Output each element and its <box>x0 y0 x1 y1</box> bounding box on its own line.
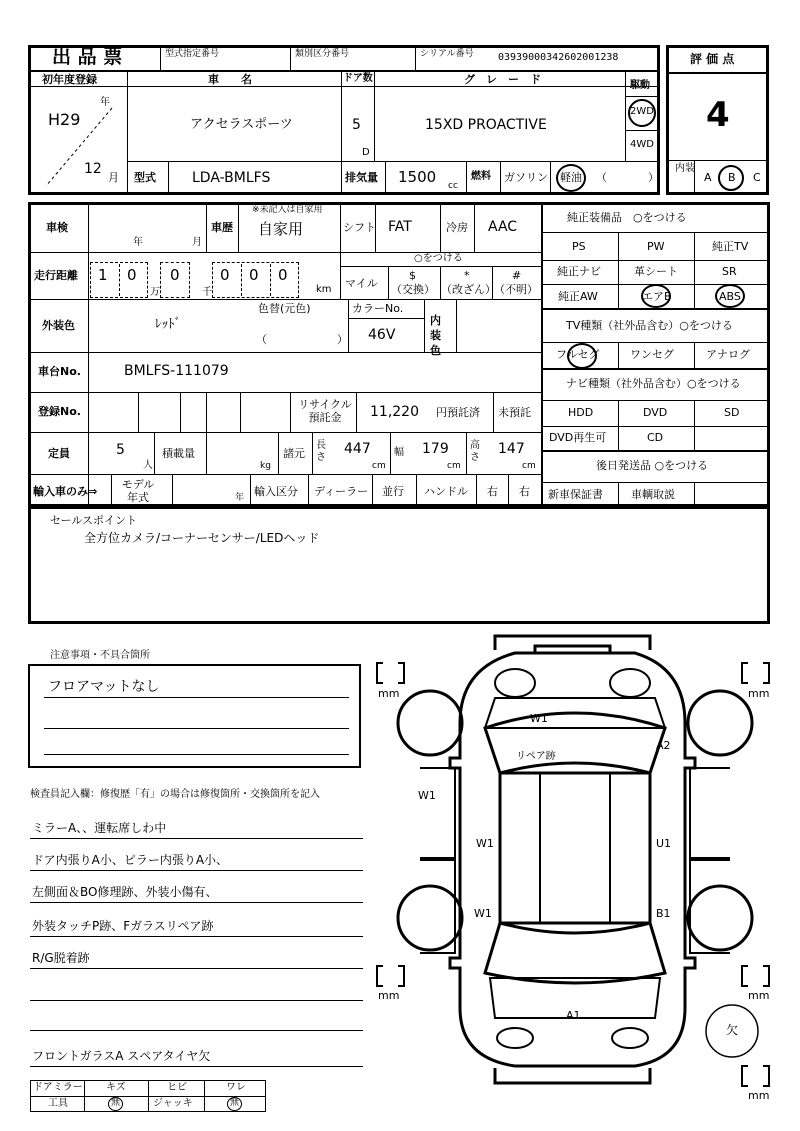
inspector-line-2: ドア内張りA小、ピラー内張りA小、 <box>32 853 229 867</box>
car-diagram <box>365 628 785 1128</box>
inspector-label: 検査員記入欄：修復歴「有」の場合は修復箇所・交換箇所を記入 <box>30 789 320 800</box>
mark-hood-w1: W1 <box>530 712 548 725</box>
first-reg-era: H29 <box>48 110 81 129</box>
model: LDA-BMLFS <box>192 170 271 186</box>
first-reg-label: 初年度登録 <box>42 73 97 86</box>
bt-jack: ジャッキ <box>153 1098 193 1109</box>
mm-rr: mm <box>748 989 770 1002</box>
ext-color-label: 外装色 <box>42 319 75 332</box>
notes-label: 注意事項・不具合箇所 <box>50 650 150 661</box>
equip-abs-circle <box>715 284 745 308</box>
ac-label: 冷房 <box>446 221 468 234</box>
ext-color: ﾚｯﾄﾞ <box>155 317 181 332</box>
equip-leather: 革シート <box>634 265 678 278</box>
chassis-label: 車台No. <box>38 365 81 378</box>
bt-crack: ヒビ <box>167 1082 187 1093</box>
import-dealer: ディーラー <box>314 485 369 498</box>
equipment-title: 純正装備品 ○をつける <box>567 211 687 224</box>
interior-a: A <box>704 171 712 184</box>
inspector-line-3: 左側面＆BO修理跡、外装小傷有、 <box>32 885 218 899</box>
color-no-label: カラーNo. <box>352 302 404 315</box>
history-note: ※未記入は自家用 <box>252 205 323 215</box>
mm-fr: mm <box>748 687 770 700</box>
length: 447 <box>344 441 371 457</box>
inspection-year-unit: 年 <box>133 237 143 248</box>
navi-cd: CD <box>647 431 664 444</box>
height-label: 高さ <box>470 440 480 463</box>
score-label: 評 価 点 <box>690 52 735 66</box>
handle-label: ハンドル <box>424 485 468 498</box>
chassis: BMLFS-111079 <box>124 363 229 379</box>
class-code-label: 類別区分番号 <box>295 49 350 59</box>
mark-fender-a2: A2 <box>656 739 671 752</box>
sales-text: 全方位カメラ/コーナーセンサー/LEDヘッド <box>84 531 320 545</box>
ac: AAC <box>488 219 518 235</box>
tv-analog: アナログ <box>706 348 750 361</box>
fuel-gasoline: ガソリン <box>504 171 548 184</box>
equip-navi: 純正ナビ <box>557 265 601 278</box>
later-warranty: 新車保証書 <box>548 488 603 501</box>
equip-sr: SR <box>722 265 737 278</box>
mark-rear-left-w1: W1 <box>474 907 492 920</box>
doors-label: ドア数 <box>343 73 373 84</box>
bt-scratch: キズ <box>106 1082 126 1093</box>
mileage-sen: 千 <box>202 287 212 298</box>
load-unit: kg <box>260 461 271 471</box>
history: 自家用 <box>258 220 304 238</box>
handle-right: 右 <box>487 485 498 498</box>
mileage-digit-4: 0 <box>220 266 230 284</box>
shift-label: シフト <box>343 221 376 234</box>
displacement-label: 排気量 <box>345 171 378 184</box>
mileage-dollar-sub: （交換） <box>391 283 435 296</box>
shift: FAT <box>388 219 412 235</box>
import-label: 輸入車のみ⇒ <box>33 485 98 498</box>
repaint-open: （ <box>256 333 267 346</box>
mark-left-w1: W1 <box>418 789 436 802</box>
width-unit: cm <box>447 461 461 471</box>
navi-hdd: HDD <box>568 406 594 419</box>
fuel-paren-close: ） <box>648 171 659 184</box>
drive-label: 駆動 <box>630 80 650 91</box>
drive-2wd-circle <box>628 99 656 127</box>
mileage-label: 走行距離 <box>34 269 78 282</box>
equip-aw: 純正AW <box>558 290 598 303</box>
mileage-km: km <box>316 284 332 295</box>
grade-label: グ レ ー ド <box>464 73 541 86</box>
sales-label: セールスポイント <box>50 514 138 527</box>
navi-dvd-play: DVD再生可 <box>549 431 607 444</box>
inspector-line-1: ミラーA、、運転席しわ中 <box>32 821 167 835</box>
load-label: 積載量 <box>162 447 195 460</box>
mileage-dollar: $ <box>409 269 416 282</box>
inspection-month-unit: 月 <box>192 237 202 248</box>
recycle-done: 円預託済 <box>436 406 480 419</box>
equip-ps: PS <box>572 240 586 253</box>
mileage-star-sub: （改ざん） <box>441 283 496 296</box>
equip-pw: PW <box>647 240 665 253</box>
capacity-unit: 人 <box>143 460 153 471</box>
tv-title: TV種類（社外品含む）○をつける <box>566 319 733 332</box>
import-class-label: 輸入区分 <box>254 485 298 498</box>
mark-missing: 欠 <box>726 1023 739 1037</box>
first-reg-year-unit: 年 <box>100 97 110 108</box>
score-value: 4 <box>706 95 730 135</box>
mark-roof-right-u1: U1 <box>656 837 672 850</box>
tv-fullseg-circle <box>567 343 597 369</box>
height-unit: cm <box>522 461 536 471</box>
mileage-mile: マイル <box>345 277 378 290</box>
bt-jack-none: 無 <box>230 1098 240 1108</box>
doors-unit: D <box>362 147 370 158</box>
mileage-digit-1: 1 <box>98 266 108 284</box>
fuel-diesel-circle <box>556 164 586 192</box>
capacity: 5 <box>116 442 125 458</box>
type-code-label: 型式指定番号 <box>165 49 220 59</box>
length-unit: cm <box>372 461 386 471</box>
equip-airbag: エアB <box>642 290 672 303</box>
mileage-man: 万 <box>150 287 160 298</box>
bt-door-mirror: ドアミラー <box>33 1082 83 1093</box>
equip-tv: 純正TV <box>712 240 749 253</box>
mileage-star: * <box>464 269 470 282</box>
car-name-label: 車 名 <box>208 73 252 86</box>
interior-label: 内装 <box>675 163 695 174</box>
int-color-label: 内装色 <box>430 314 441 357</box>
model-label: 型式 <box>134 171 156 184</box>
interior-c: C <box>753 171 761 184</box>
sheet-title: 出 品 票 <box>52 46 123 68</box>
bt-tools-none: 無 <box>111 1098 121 1108</box>
later-title: 後日発送品 ○をつける <box>596 459 709 472</box>
import-parallel: 並行 <box>382 485 404 498</box>
mileage-hash: # <box>512 269 522 282</box>
car-name: アクセラスポーツ <box>190 117 293 132</box>
inspector-line-4: 外装タッチP跡、Fガラスリペア跡 <box>32 919 214 933</box>
navi-dvd: DVD <box>643 406 668 419</box>
capacity-label: 定員 <box>48 447 70 460</box>
tv-fullseg: フルセグ <box>556 348 600 361</box>
first-reg-slash <box>40 97 120 190</box>
bt-break: ワレ <box>226 1082 246 1093</box>
notes-line-1: フロアマットなし <box>48 679 160 695</box>
displacement-unit: cc <box>448 181 458 191</box>
serial-value: 03939000342602001238 <box>498 52 619 63</box>
first-reg-month-unit: 月 <box>108 171 119 184</box>
width: 179 <box>422 441 449 457</box>
mark-roof-left-w1: W1 <box>476 837 494 850</box>
serial-label: シリアル番号 <box>420 49 474 59</box>
navi-sd: SD <box>724 406 740 419</box>
navi-title: ナビ種類（社外品含む）○をつける <box>566 377 741 390</box>
doors: 5 <box>352 117 361 133</box>
inspector-line-5: R/G脱着跡 <box>32 951 90 965</box>
handle-right-2: 右 <box>519 485 530 498</box>
import-year-unit: 年 <box>235 493 245 503</box>
first-reg-month: 12 <box>84 161 102 177</box>
later-manual: 車輌取説 <box>631 488 675 501</box>
mileage-digit-3: 0 <box>170 266 180 284</box>
mileage-hash-sub: （不明） <box>494 283 538 296</box>
equip-abs: ABS <box>719 290 741 303</box>
drive-2wd: 2WD <box>630 106 654 117</box>
equip-airbag-circle <box>641 284 671 308</box>
height: 147 <box>498 441 525 457</box>
mm-spare: mm <box>748 1089 770 1102</box>
mileage-circle-note: ○をつける <box>414 253 463 264</box>
inspection-label: 車検 <box>46 221 68 234</box>
history-label: 車歴 <box>211 221 233 234</box>
interior-b: B <box>728 171 736 184</box>
recycle-label: リサイクル預託金 <box>298 398 352 424</box>
repaint-label: 色替(元色) <box>258 302 311 315</box>
fuel-diesel: 軽油 <box>560 171 582 184</box>
fuel-paren-open: （ <box>596 171 607 184</box>
fuel-label: 燃料 <box>471 171 491 182</box>
mark-rear-a1: A1 <box>566 1009 581 1022</box>
length-label: 長さ <box>316 440 326 463</box>
mileage-digit-5: 0 <box>249 266 259 284</box>
mark-rear-right-b1: B1 <box>656 907 671 920</box>
grade: 15XD PROACTIVE <box>425 117 547 133</box>
mm-fl: mm <box>378 687 400 700</box>
reg-label: 登録No. <box>38 405 81 418</box>
repaint-close: ） <box>337 333 348 346</box>
bt-tools: 工具 <box>48 1098 68 1109</box>
dims-label: 諸元 <box>283 447 305 460</box>
interior-b-circle <box>718 165 744 191</box>
inspector-line-8: フロントガラスA スペアタイヤ欠 <box>32 1049 211 1063</box>
model-year-label: モデル年式 <box>121 478 155 504</box>
width-label: 幅 <box>394 447 404 458</box>
mileage-digit-2: 0 <box>127 266 137 284</box>
mm-rl: mm <box>378 989 400 1002</box>
recycle: 11,220 <box>370 404 419 420</box>
color-no: 46V <box>368 327 396 343</box>
displacement: 1500 <box>398 168 437 186</box>
mileage-digit-6: 0 <box>278 266 288 284</box>
drive-4wd: 4WD <box>630 139 654 150</box>
mark-glass-repair: リペア跡 <box>516 751 556 762</box>
tv-oneseg: ワンセグ <box>630 348 674 361</box>
sales-frame <box>28 506 770 624</box>
recycle-none: 未預託 <box>498 406 531 419</box>
